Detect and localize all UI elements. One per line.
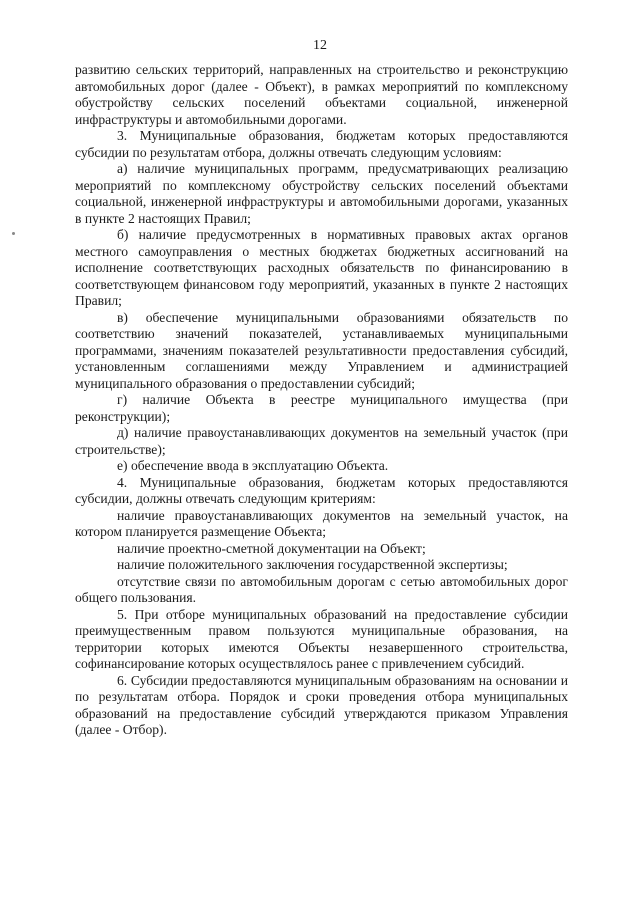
paragraph-continuation: развитию сельских территорий, направленных на строительство и реконструкцию автомобильных дорог (далее - Объект), в рамках мероприятий по комплексному обустройству сельских поселений объектами социальной, инженерной инфраструктуры и автомобильными дорогами.: [75, 62, 568, 127]
paragraph-condition-c: в) обеспечение муниципальными образованиями обязательств по соответствию значений показателей, устанавливаемых муниципальными программами, значениям показателей результативности предоставления субсидий, установленным соглашениями между Управлением и администрацией муниципального образования о предоставлении субсидий;: [75, 309, 568, 391]
paragraph-criterion-expertise: наличие положительного заключения государственной экспертизы;: [117, 557, 508, 572]
paragraph-condition-b: б) наличие предусмотренных в нормативных правовых актах органов местного самоуправления о местных бюджетах бюджетных ассигнований на исполнение соответствующих расходных обязательств по финансированию в соответствующем финансовом году мероприятий, указанных в пункте 2 настоящих Правил;: [75, 227, 568, 308]
page-number: 12: [313, 38, 327, 53]
paragraph-criterion-design: наличие проектно-сметной документации на Объект;: [117, 540, 426, 556]
paragraph-condition-d: г) наличие Объекта в реестре муниципального имущества (при реконструкции);: [75, 392, 568, 424]
margin-dot: [12, 232, 15, 235]
paragraph-criterion-roads: отсутствие связи по автомобильным дорогам с сетью автомобильных дорог общего пользования.: [75, 573, 568, 605]
paragraph-condition-e: д) наличие правоустанавливающих документов на земельный участок (при строительстве);: [75, 425, 568, 457]
paragraph-item-4: 4. Муниципальные образования, бюджетам которых предоставляются субсидии, должны отвечать следующим критериям:: [75, 474, 568, 506]
paragraph-item-3: 3. Муниципальные образования, бюджетам которых предоставляются субсидии по результатам отбора, должны отвечать следующим условиям:: [75, 128, 568, 160]
document-body: [75, 62, 568, 739]
paragraph-criterion-land: наличие правоустанавливающих документов на земельный участок, на котором планируется размещение Объекта;: [75, 507, 568, 539]
paragraph-condition-f: е) обеспечение ввода в эксплуатацию Объекта.: [117, 458, 389, 473]
paragraph-condition-a: а) наличие муниципальных программ, предусматривающих реализацию мероприятий по комплексному обустройству сельских поселений объектами социальной, инженерной инфраструктуры и автомобильными дорогами, указанных в пункте 2 настоящих Правил;: [75, 161, 568, 226]
paragraph-item-5: 5. При отборе муниципальных образований на предоставление субсидии преимущественным правом пользуются муниципальные образования, на территории которых имеются Объекты незавершенного строительства, софинансирование которых осуществлялось ранее с привлечением субсидий.: [75, 606, 568, 671]
paragraph-item-6: 6. Субсидии предоставляются муниципальным образованиям на основании и по результатам отбора. Порядок и сроки проведения отбора муниципальных образований на предоставление субсидий утверждаются приказом Управления (далее - Отбор).: [75, 672, 568, 737]
